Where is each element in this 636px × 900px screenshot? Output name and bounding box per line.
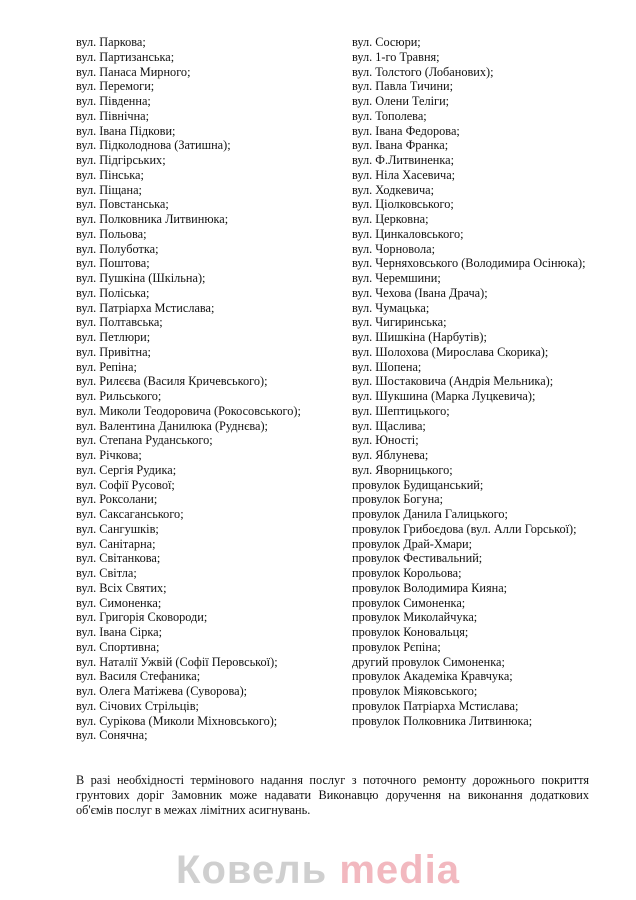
street-list-item: вул. Юності; (352, 433, 419, 448)
street-list-item: провулок Миколайчука; (352, 610, 478, 625)
street-list-item: вул. Шишкіна (Нарбутів); (352, 330, 487, 344)
street-list-item: вул. Симоненка; (76, 595, 162, 610)
street-list-item: вул. Ходкевича; (352, 182, 435, 197)
street-list-item: вул. Підколоднова (Затишна); (76, 138, 231, 153)
street-list-item: вул. Сосюри; (352, 35, 421, 49)
street-list-item: вул. Щаслива; (352, 418, 426, 433)
street-list-item: вул. Полтавська; (76, 315, 163, 330)
street-list-item: вул. Шопена; (352, 359, 422, 374)
street-list-item: вул. Полковника Литвинюка; (76, 212, 229, 226)
street-list-item: вул. Тополева; (352, 108, 427, 123)
street-list-item: вул. Григорія Сковороди; (76, 610, 208, 625)
street-list-item: вул. Черняховського (Володимира Осінюка); (352, 256, 586, 271)
street-list-item: вул. Спортивна; (76, 639, 160, 654)
street-list-item: вул. Північна; (76, 108, 150, 123)
street-list-item: вул. Івана Франка; (352, 138, 449, 153)
street-list-item: вул. Шолохова (Мирослава Скорика); (352, 344, 549, 359)
street-list-left (76, 35, 338, 743)
street-list-item: вул. Саксаганського; (76, 507, 184, 521)
street-list-item: вул. Перемоги; (76, 79, 155, 94)
street-list-item: провулок Симоненка; (352, 595, 466, 610)
street-list-item: вул. Сурікова (Миколи Міхновського); (76, 713, 278, 728)
street-list-item: вул. Чумацька; (352, 300, 430, 315)
street-list-item: вул. Польова; (76, 226, 147, 241)
street-list-item: вул. Ф.Литвиненка; (352, 153, 455, 167)
street-list-item: провулок Патріарха Мстислава; (352, 698, 519, 713)
street-list-item: провулок Рєпіна; (352, 639, 441, 654)
street-list-item: вул. Партизанська; (76, 49, 175, 64)
street-list-item: провулок Драй-Хмари; (352, 536, 473, 551)
street-list-item: вул. Січових Стрільців; (76, 698, 199, 713)
street-list-item: провулок Полковника Литвинюка; (352, 713, 533, 728)
street-list-item: вул. Василя Стефаника; (76, 669, 201, 684)
street-list-item: вул. Церковна; (352, 212, 429, 226)
street-list-item: вул. Рильського; (76, 389, 162, 403)
street-list-item: вул. Санітарна; (76, 536, 156, 551)
street-list-item: вул. 1-го Травня; (352, 49, 440, 64)
street-list-item: вул. Яблунева; (352, 448, 429, 462)
street-list-item: вул. Світла; (76, 566, 137, 580)
street-list-item: провулок Володимира Кияна; (352, 580, 508, 595)
street-list-item: вул. Миколи Теодоровича (Рокосовського); (76, 403, 301, 418)
street-list-item: провулок Корольова; (352, 566, 462, 580)
street-list-item: вул. Олени Теліги; (352, 94, 450, 108)
street-list-item: вул. Петлюри; (76, 330, 151, 344)
additional-services-paragraph: В разі необхідності термінового надання послуг з поточного ремонту дорожнього покриття грунтових доріг Замовник може надавати Виконавцю доручення на виконання додаткових об'ємів послуг в межах лімітних асигнувань. (76, 773, 589, 817)
street-list-item: вул. Привітна; (76, 344, 151, 359)
street-list-item: вул. Софії Русової; (76, 477, 175, 492)
street-list-item: провулок Богуна; (352, 492, 444, 507)
street-list-item: вул. Чехова (Івана Драча); (352, 285, 488, 300)
street-list-item: вул. Наталії Ужвій (Софії Перовської); (76, 654, 278, 669)
street-list-item: вул. Повстанська; (76, 197, 169, 212)
street-list-item: провулок Данила Галицького; (352, 507, 508, 521)
street-list-item: вул. Толстого (Лобанових); (352, 64, 494, 79)
street-list-item: вул. Сонячна; (76, 728, 148, 743)
watermark-part-media: media (339, 848, 460, 892)
street-list-item: вул. Підгірських; (76, 153, 166, 167)
street-list-item: вул. Річкова; (76, 448, 142, 462)
street-list-item: вул. Цинкаловського; (352, 226, 464, 241)
street-list-item: провулок Грибоєдова (вул. Алли Горської); (352, 521, 577, 536)
street-list-item: вул. Івана Сірка; (76, 625, 163, 639)
street-list-item: провулок Академіка Кравчука; (352, 669, 513, 684)
street-list-item: вул. Шептицького; (352, 403, 450, 418)
street-list-item: вул. Черемшини; (352, 271, 441, 285)
street-list-item: вул. Олега Матіжева (Суворова); (76, 684, 248, 698)
street-list-item: провулок Коновальця; (352, 625, 469, 639)
street-list-item: вул. Івана Підкови; (76, 123, 176, 138)
street-list-item: провулок Фестивальний; (352, 551, 483, 566)
street-list-item: вул. Роксолани; (76, 492, 158, 507)
street-list-item: вул. Пінська; (76, 167, 144, 182)
street-list-item: вул. Ніла Хасевича; (352, 167, 456, 182)
street-list-item: вул. Полуботка; (76, 241, 159, 256)
watermark-part-kovel: Ковель (176, 848, 340, 892)
street-list-item: вул. Рилєєва (Василя Кричевського); (76, 374, 268, 389)
street-list-item: вул. Світанкова; (76, 551, 161, 566)
street-list-item: другий провулок Симоненка; (352, 654, 505, 669)
street-list-item: вул. Валентина Данилюка (Руднєва); (76, 418, 268, 433)
street-list-item: вул. Пушкіна (Шкільна); (76, 271, 206, 285)
kovel-media-watermark (0, 848, 636, 892)
street-list-item: вул. Поліська; (76, 285, 150, 300)
street-list-item: вул. Ціолковського; (352, 197, 454, 212)
street-list-item: вул. Сангушків; (76, 521, 159, 536)
street-list-item: провулок Будищанський; (352, 477, 484, 492)
street-list-item: вул. Степана Руданського; (76, 433, 213, 448)
street-list-item: вул. Патріарха Мстислава; (76, 300, 215, 315)
street-list-item: вул. Південна; (76, 94, 151, 108)
street-list-item: вул. Шукшина (Марка Луцкевича); (352, 389, 536, 403)
street-list-item: вул. Павла Тичини; (352, 79, 454, 94)
street-list-item: вул. Чигиринська; (352, 315, 447, 330)
street-list-item: вул. Паркова; (76, 35, 146, 49)
street-list-item: вул. Всіх Святих; (76, 580, 167, 595)
street-list-item: вул. Панаса Мирного; (76, 64, 191, 79)
street-list-item: вул. Поштова; (76, 256, 150, 271)
street-list-item: вул. Івана Федорова; (352, 123, 460, 138)
street-list-item: вул. Сергія Рудика; (76, 462, 177, 477)
street-list-item: вул. Репіна; (76, 359, 137, 374)
street-list-item: вул. Чорновола; (352, 241, 436, 256)
street-list-item: вул. Шостаковича (Андрія Мельника); (352, 374, 554, 389)
street-list-item: вул. Піщана; (76, 182, 142, 197)
street-list-item: вул. Яворницького; (352, 462, 453, 477)
street-list-right (352, 35, 588, 728)
street-list-item: провулок Міяковського; (352, 684, 478, 698)
